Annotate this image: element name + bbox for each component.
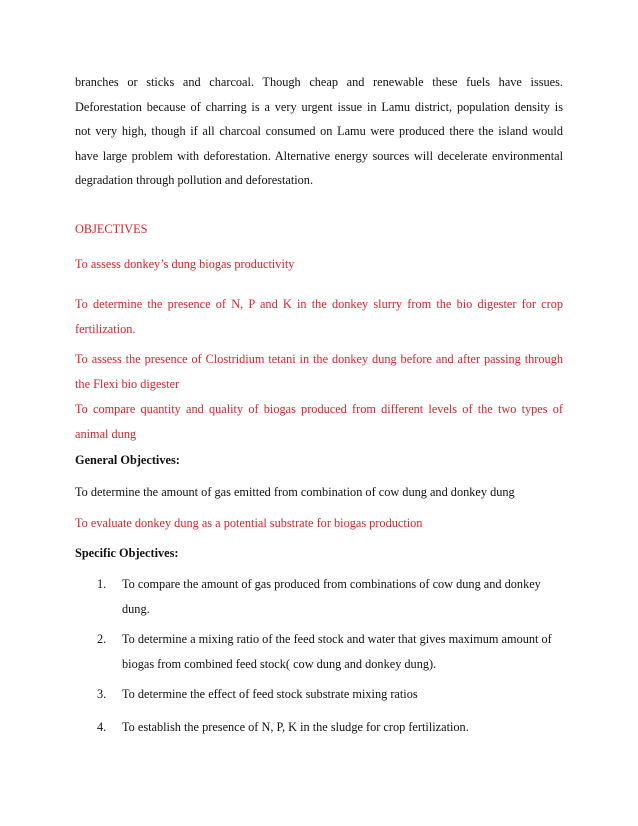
specific-objective-line: To determine a mixing ratio of the feed stock and water that gives maximum amount of <box>122 632 552 646</box>
intro-line: have large problem with deforestation. Alternative energy sources will decelerate environmental <box>75 148 563 163</box>
general-objective-item <box>75 511 563 536</box>
general-objectives-heading: General Objectives: <box>75 453 180 467</box>
objective-item <box>75 252 563 277</box>
intro-paragraph <box>75 70 563 193</box>
objective-item <box>75 347 563 396</box>
list-number: 1. <box>97 577 107 591</box>
objective-line: animal dung <box>75 426 137 441</box>
specific-objective-line: dung. <box>122 601 150 616</box>
specific-objective-line: biogas from combined feed stock( cow dung and donkey dung). <box>122 656 437 671</box>
objective-item <box>75 397 563 446</box>
specific-objective-line: To establish the presence of N, P, K in the sludge for crop fertilization. <box>122 720 469 734</box>
list-number: 3. <box>97 687 107 701</box>
intro-line: Deforestation because of charring is a very urgent issue in Lamu district, population density is <box>75 99 563 114</box>
general-objective-line: To determine the amount of gas emitted from combination of cow dung and donkey dung <box>75 485 515 499</box>
objective-line: To determine the presence of N, P and K in the donkey slurry from the bio digester for crop <box>75 297 563 311</box>
intro-line: branches or sticks and charcoal. Though cheap and renewable these fuels have issues. <box>75 75 563 89</box>
specific-objectives-heading: Specific Objectives: <box>75 546 179 560</box>
objective-line: fertilization. <box>75 321 136 336</box>
list-number: 2. <box>97 632 107 646</box>
objective-line: To assess the presence of Clostridium tetani in the donkey dung before and after passing through <box>75 352 563 366</box>
objectives-heading: OBJECTIVES <box>75 222 148 236</box>
general-objective-item <box>75 480 563 505</box>
intro-line: degradation through pollution and deforestation. <box>75 173 314 188</box>
intro-line: not very high, though if all charcoal consumed on Lamu were produced there the island would <box>75 124 563 139</box>
specific-objective-line: To determine the effect of feed stock substrate mixing ratios <box>122 687 418 701</box>
general-objective-line: To evaluate donkey dung as a potential substrate for biogas production <box>75 516 423 530</box>
objective-line: To compare quantity and quality of biogas produced from different levels of the two types of <box>75 402 563 416</box>
objective-line: To assess donkey’s dung biogas productivity <box>75 257 295 271</box>
objective-item <box>75 292 563 341</box>
objective-line: the Flexi bio digester <box>75 376 180 391</box>
specific-objective-line: To compare the amount of gas produced from combinations of cow dung and donkey <box>122 577 541 591</box>
list-number: 4. <box>97 720 107 734</box>
